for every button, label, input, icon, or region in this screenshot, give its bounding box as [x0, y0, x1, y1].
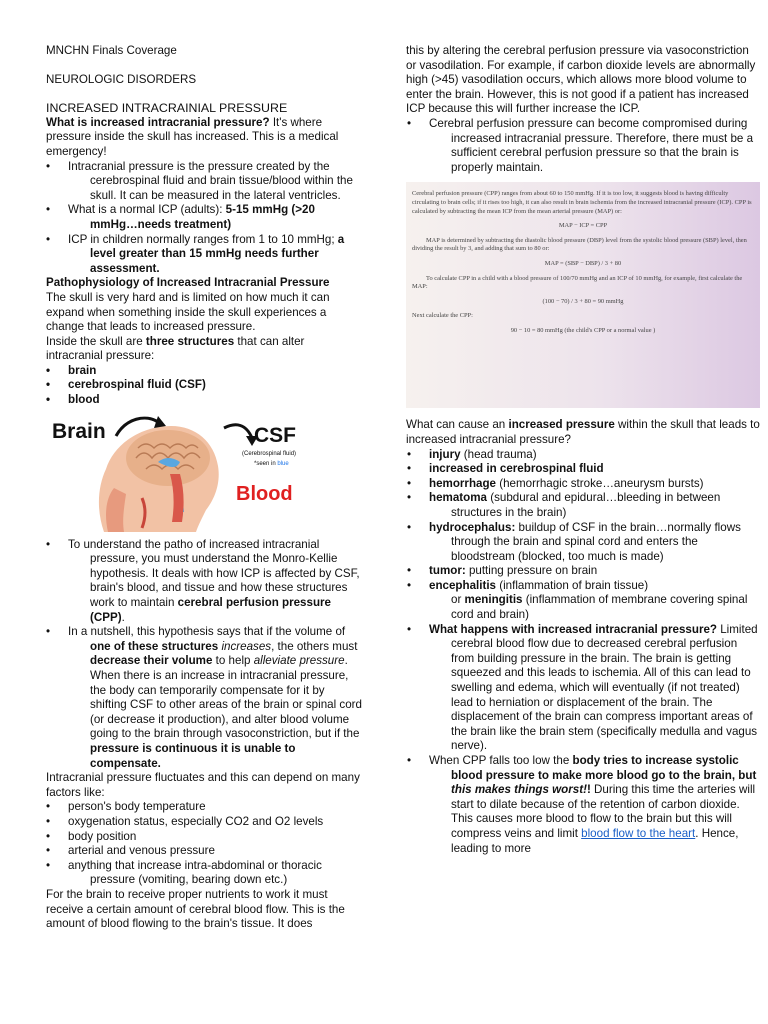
extract-paragraph: To calculate CPP in a child with a blood pressure of 100/70 mmHg and an ICP of 10 mmHg, for example, first calculate the MAP: [412, 274, 743, 291]
text-span: , the others must [271, 639, 358, 653]
text-span: putting pressure on brain [465, 564, 598, 578]
extract-equation: MAP − ICP = CPP [558, 222, 608, 230]
list-item: • Intracranial pressure is the pressure created by the cerebrospinal fluid and brain tissue/blood within the skull. It can be measured in the lateral ventricles. [46, 160, 364, 204]
causes-intro [406, 418, 760, 447]
list-item: • blood [46, 393, 364, 408]
right-column [406, 44, 760, 856]
list-item [406, 623, 760, 754]
text-span: to help [212, 654, 254, 668]
text-italic: increases [221, 639, 272, 653]
text-span: To understand the patho of increased intracranial pressure, you must understand the Monro-Kellie hypothesis. It deals with how ICP is affected by CSF, brain's blood, and tissue and how these structures work to maintain [68, 537, 360, 610]
text-bold: ! [586, 783, 591, 797]
text-span: buildup of CSF in the brain…normally flows through the brain and spinal cord and enters the bloodstream (blocked, too much is made) [451, 520, 741, 563]
document-title: MNCHN Finals Coverage [46, 44, 177, 57]
monro-kellie-bullets [46, 538, 364, 772]
text-span: Limited cerebral blood flow due to decreased cerebral perfusion from building pressure in the brain. The brain is getting squeezed and this leads to ischemia. All of this can lead to swelling and edema, which will eventually (if not treated) lead to herniation or displacement of the brain. The displacement of the brain can compress important areas of the brain like the brain stem (specifically medulla and vagus nerve). [451, 622, 758, 753]
text-bold: pressure is continuous it is unable to compensate. [90, 741, 296, 770]
extract-paragraph: MAP is determined by subtracting the diastolic blood pressure (DBP) level from the systolic blood pressure (SBP) level, then dividing the result by 3, and adding that sum to 80 or: [412, 236, 747, 253]
closing-paragraph: For the brain to receive proper nutrients to work it must receive a certain amount of cerebral blood flow. This is the amount of blood flowing to the brain's tissue. It does [46, 887, 345, 931]
list-item [406, 521, 760, 565]
csf-sublabel: (Cerebrospinal fluid) [242, 450, 297, 457]
list-item: • Cerebral perfusion pressure can become compromised during increased intracranial pressure. Therefore, there must be a sufficient cerebral perfusion pressure so that the brain is properly maintain. [406, 117, 760, 175]
list-item: • body position [46, 830, 364, 845]
list-item [46, 538, 364, 626]
text-span: that can alter intracranial pressure: [46, 334, 305, 363]
cpp-textbook-extract [406, 182, 760, 408]
list-item [406, 579, 760, 623]
text-span: In a nutshell, this hypothesis says that if the volume of [68, 625, 346, 639]
text-italic: alleviate pressure [253, 654, 345, 668]
text-bold: decrease their volume [90, 654, 213, 668]
extract-equation: 90 − 10 = 80 mmHg (the child's CPP or a normal value ) [510, 326, 656, 334]
list-item [406, 448, 760, 463]
text-span: Inside the skull are [46, 334, 146, 348]
extract-paragraph: Cerebral perfusion pressure (CPP) ranges from about 60 to 150 mmHg. If it is too low, it suggests blood is having difficulty circulating to brain cells; if it rises too high, it can also result in brain ischemia from the increased intracranial pressure (ICP). CPP is calculated by subtracting the mean ICP from the mean arterial pressure (MAP) or: [412, 190, 752, 215]
patho-heading: Pathophysiology of Increased Intracranial Pressure [46, 276, 330, 290]
text-span: . When there is an increase in intracranial pressure, the body can temporarily compensate for it by shifting CSF to other areas of the brain or spinal cord (or decrease it production), and alter blood volume going to the brain through vasoconstriction, but if the [90, 654, 362, 741]
note-blue: blue [277, 460, 289, 467]
text-bold: tumor: [429, 564, 466, 578]
structures-intro [46, 335, 364, 364]
list-item [406, 754, 760, 856]
text-bold: cerebral perfusion pressure (CPP) [90, 596, 331, 624]
list-item-bold: a level greater than 15 mmHg needs further assessment. [90, 232, 345, 275]
text-bold: increased pressure [508, 418, 615, 432]
fluctuation-paragraph: Intracranial pressure fluctuates and this can depend on many factors like: [46, 771, 360, 799]
list-item [406, 462, 760, 477]
text-span: (hemorrhagic stroke…aneurysm bursts) [496, 476, 704, 490]
text-bold: one of these structures [90, 639, 219, 653]
text-span: When CPP falls too low the [429, 754, 573, 767]
csf-label: CSF [254, 423, 296, 447]
text-bold: What happens with increased intracranial pressure? [429, 622, 717, 636]
text-span: (inflammation of brain tissue) [496, 578, 649, 592]
icp-bullets [46, 160, 364, 277]
text-bold: body tries to increase systolic blood pressure to make more blood go to the brain, but [451, 754, 757, 782]
blood-label: Blood [236, 482, 293, 505]
list-item-text: ICP in children normally ranges from 1 to 10 mmHg; [68, 232, 338, 246]
section-heading: NEUROLOGIC DISORDERS [46, 72, 197, 86]
note-text: *seen in [254, 460, 278, 467]
list-item: • oxygenation status, especially CO2 and O2 levels [46, 815, 364, 830]
intro-paragraph [46, 116, 364, 160]
list-item [406, 491, 760, 520]
text-span: . Hence, leading to more [451, 826, 739, 855]
patho-paragraph: The skull is very hard and is limited on how much it can expand when something inside the skull experiences a change that leads to increased pressure. [46, 290, 330, 334]
text-span: within the skull that leads to increased intracranial pressure? [406, 418, 760, 446]
text-bold: hydrocephalus: [429, 520, 516, 534]
text-bold: injury [429, 447, 461, 461]
question-text: What is increased intracranial pressure? [46, 115, 270, 129]
brain-label: Brain [52, 419, 106, 443]
text-span: (head trauma) [460, 447, 537, 461]
left-column [46, 44, 364, 932]
text-bold-italic: this makes things worst! [451, 783, 587, 797]
answer-text: It's where pressure inside the skull has increased. This is a medical emergency! [46, 115, 339, 158]
text-span: During this time the arteries will start to dilate because of the retention of carbon dioxide. This causes more blood to flow to the brain but this will compress veins and limit [451, 783, 756, 840]
text-bold: hemorrhage [429, 476, 497, 490]
text-bold: increased in cerebrospinal fluid [429, 462, 604, 476]
causes-list [406, 448, 760, 857]
list-item [46, 233, 364, 277]
text-span: What can cause an [406, 418, 509, 432]
list-item [46, 203, 364, 232]
text-bold: hematoma [429, 491, 487, 505]
extract-equation: (100 − 70) / 3 + 80 = 90 mmHg [542, 297, 624, 305]
list-item [406, 564, 760, 579]
structures-list [46, 364, 364, 408]
extract-equation: MAP = (SBP − DBP) / 3 + 80 [544, 259, 622, 267]
list-item: • brain [46, 364, 364, 379]
seen-in-blue-note [254, 460, 289, 468]
list-item: • person's body temperature [46, 800, 364, 815]
cpp-bullets [406, 117, 760, 175]
text-span: (inflammation of membrane covering spinal cord and brain) [451, 593, 748, 622]
list-item-bold: 5-15 mmHg (>20 mmHg…needs treatment) [90, 203, 315, 231]
factors-list [46, 800, 364, 888]
topic-heading: INCREASED INTRACRAINIAL PRESSURE [46, 101, 288, 116]
continued-paragraph: this by altering the cerebral perfusion pressure via vasoconstriction or vasodilation. For example, if carbon dioxide levels are abnormally high (>45) vasodilation occurs, which allows more blood volume to enter the brain. However, this is not good if a patient has increased ICP because this will further increase the ICP. [406, 44, 756, 116]
text-span: or [451, 593, 465, 607]
list-item: • arterial and venous pressure [46, 844, 364, 859]
list-item [406, 477, 760, 492]
text-bold: meningitis [464, 593, 523, 607]
text-span: (subdural and epidural…bleeding in between structures in the brain) [451, 491, 721, 519]
text-bold: three structures [145, 334, 235, 348]
text-span: . [121, 610, 125, 624]
brain-csf-blood-figure [46, 414, 346, 534]
blood-flow-link[interactable]: blood flow to the heart [581, 826, 696, 840]
list-item [46, 625, 364, 771]
text-bold: encephalitis [429, 578, 497, 592]
list-item: • anything that increase intra-abdominal or thoracic pressure (vomiting, bearing down etc.) [46, 859, 364, 888]
list-item: • cerebrospinal fluid (CSF) [46, 378, 364, 393]
list-item-text: What is a normal ICP (adults): [68, 203, 226, 217]
extract-paragraph: Next calculate the CPP: [412, 312, 473, 320]
